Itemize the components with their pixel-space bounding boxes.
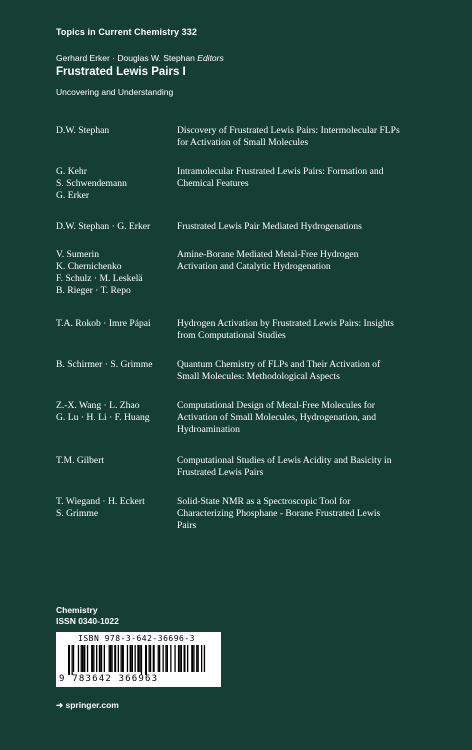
- barcode-bar: [109, 645, 110, 672]
- author-line: G. Kehr: [56, 166, 87, 177]
- author-line: T. Wiegand · H. Eckert: [56, 496, 145, 507]
- author-line: F. Schulz · M. Leskelä: [56, 273, 143, 284]
- title-line: Hydrogen Activation by Frustrated Lewis Pairs: Insights: [177, 318, 394, 329]
- series-line: Topics in Current Chemistry 332: [56, 27, 197, 37]
- barcode-bar: [99, 645, 101, 672]
- toc-title: [177, 359, 439, 383]
- barcode-bar: [83, 645, 85, 672]
- barcode-bar: [165, 645, 166, 672]
- author-line: S. Grimme: [56, 508, 99, 519]
- toc-title: [177, 125, 439, 149]
- title-line: Chemical Features: [177, 178, 249, 189]
- author-line: K. Chernichenko: [56, 261, 122, 272]
- toc-authors: [56, 125, 171, 137]
- isbn-text: ISBN 978-3-642-36696-3: [78, 634, 195, 643]
- barcode-bar: [191, 645, 193, 672]
- barcode-bar: [78, 645, 79, 672]
- title-line: Computational Studies of Lewis Acidity and Basicity in: [177, 455, 392, 466]
- title-line: Pairs: [177, 520, 197, 531]
- barcode-bar: [170, 645, 171, 672]
- barcode-bar: [181, 645, 182, 672]
- title-line: Activation of Small Molecules, Hydrogenation, and: [177, 412, 377, 423]
- barcode-box: [56, 632, 221, 687]
- barcode-bar: [130, 645, 132, 672]
- arrow-icon: ➜: [56, 700, 66, 710]
- toc-authors: [56, 455, 171, 467]
- barcode-bar: [73, 645, 74, 672]
- author-line: B. Schirmer · S. Grimme: [56, 359, 153, 370]
- barcode-bar: [91, 645, 93, 672]
- author-line: D.W. Stephan · G. Erker: [56, 221, 151, 232]
- publisher-url: springer.com: [65, 700, 119, 710]
- barcode-bar: [118, 645, 119, 672]
- barcode-bar: [72, 645, 73, 675]
- toc-title: [177, 400, 439, 436]
- author-line: T.M. Gilbert: [56, 455, 105, 466]
- barcode-bar: [127, 645, 128, 672]
- title-line: for Activation of Small Molecules: [177, 137, 309, 148]
- toc-authors: [56, 359, 171, 371]
- barcode-bar: [174, 645, 175, 672]
- title-line: Amine-Borane Mediated Metal-Free Hydrogen: [177, 249, 359, 260]
- barcode-bar: [93, 645, 94, 672]
- author-line: Z.-X. Wang · L. Zhao: [56, 400, 140, 411]
- title-line: Computational Design of Metal-Free Molecules for: [177, 400, 375, 411]
- title-line: Small Molecules: Methodological Aspects: [177, 371, 340, 382]
- title-line: Solid-State NMR as a Spectroscopic Tool for: [177, 496, 351, 507]
- barcode-bar: [101, 645, 102, 672]
- barcode-bar: [139, 645, 140, 672]
- barcode-bar: [104, 645, 105, 672]
- editors-line: [56, 53, 224, 63]
- toc-authors: [56, 400, 171, 424]
- barcode-bar: [137, 645, 139, 672]
- barcode-bar: [159, 645, 160, 672]
- book-subtitle: Uncovering and Understanding: [56, 87, 174, 97]
- barcode-bar: [198, 645, 199, 672]
- title-line: from Computational Studies: [177, 330, 286, 341]
- barcode-bar: [153, 645, 155, 672]
- author-line: S. Schwendemann: [56, 178, 127, 189]
- toc-authors: [56, 166, 171, 202]
- issn-label: ISSN 0340-1022: [56, 616, 119, 626]
- title-line: Activation and Catalytic Hydrogenation: [177, 261, 331, 272]
- barcode-bar: [178, 645, 179, 672]
- barcode-bar: [81, 645, 82, 672]
- barcode-bar: [187, 645, 188, 672]
- title-line: Characterizing Phosphane - Borane Frustrated Lewis: [177, 508, 381, 519]
- barcode-bar: [135, 645, 136, 672]
- barcode-bar: [167, 645, 168, 672]
- barcode-bar: [122, 645, 124, 672]
- author-line: T.A. Rokob · Imre Pápai: [56, 318, 151, 329]
- barcode-bar: [204, 645, 205, 672]
- barcode-bar: [141, 645, 142, 675]
- toc-title: [177, 249, 439, 273]
- toc-authors: [56, 249, 171, 297]
- barcode-bar: [82, 645, 83, 672]
- barcode-bar: [201, 645, 202, 672]
- toc-authors: [56, 496, 171, 520]
- barcode-bar: [96, 645, 97, 672]
- publisher-link[interactable]: [56, 700, 119, 711]
- barcode-bar: [87, 645, 88, 672]
- title-line: Frustrated Lewis Pairs: [177, 467, 264, 478]
- barcode-bar: [149, 645, 150, 672]
- barcode-bar: [114, 645, 116, 672]
- book-title: Frustrated Lewis Pairs I: [56, 66, 186, 78]
- subject-label: Chemistry: [56, 605, 98, 615]
- author-line: G. Lu · H. Li · F. Huang: [56, 412, 150, 423]
- editors-label: Editors: [197, 53, 224, 63]
- author-line: G. Erker: [56, 190, 90, 201]
- barcode-bar: [196, 645, 197, 672]
- title-line: Intramolecular Frustrated Lewis Pairs: Formation and: [177, 166, 384, 177]
- barcode-bar: [110, 645, 111, 672]
- toc-title: [177, 318, 439, 342]
- editor-names: Gerhard Erker · Douglas W. Stephan: [56, 53, 195, 63]
- barcode-digits: 9 783642 366963: [59, 674, 159, 684]
- barcode-bar: [193, 645, 194, 672]
- author-line: B. Rieger · T. Repo: [56, 285, 131, 296]
- author-line: D.W. Stephan: [56, 125, 110, 136]
- toc-authors: [56, 318, 171, 330]
- barcode-bar: [179, 645, 180, 672]
- barcode-bar: [145, 645, 147, 675]
- barcode-graphic: [68, 645, 208, 675]
- barcode-bar: [121, 645, 122, 672]
- barcode-bar: [163, 645, 164, 672]
- barcode-bar: [158, 645, 159, 672]
- barcode-bar: [68, 645, 70, 675]
- title-line: Hydroamination: [177, 424, 240, 435]
- barcode-bar: [150, 645, 151, 672]
- toc-title: [177, 166, 439, 190]
- toc-authors: [56, 221, 171, 233]
- title-line: Discovery of Frustrated Lewis Pairs: Intermolecular FLPs: [177, 125, 400, 136]
- author-line: V. Sumerin: [56, 249, 99, 260]
- barcode-bar: [184, 645, 186, 672]
- title-line: Quantum Chemistry of FLPs and Their Activation of: [177, 359, 381, 370]
- toc-title: [177, 221, 439, 233]
- barcode-bar: [111, 645, 112, 672]
- toc-title: [177, 455, 439, 479]
- toc-title: [177, 496, 439, 532]
- title-line: Frustrated Lewis Pair Mediated Hydrogenations: [177, 221, 362, 232]
- barcode-bar: [132, 645, 133, 672]
